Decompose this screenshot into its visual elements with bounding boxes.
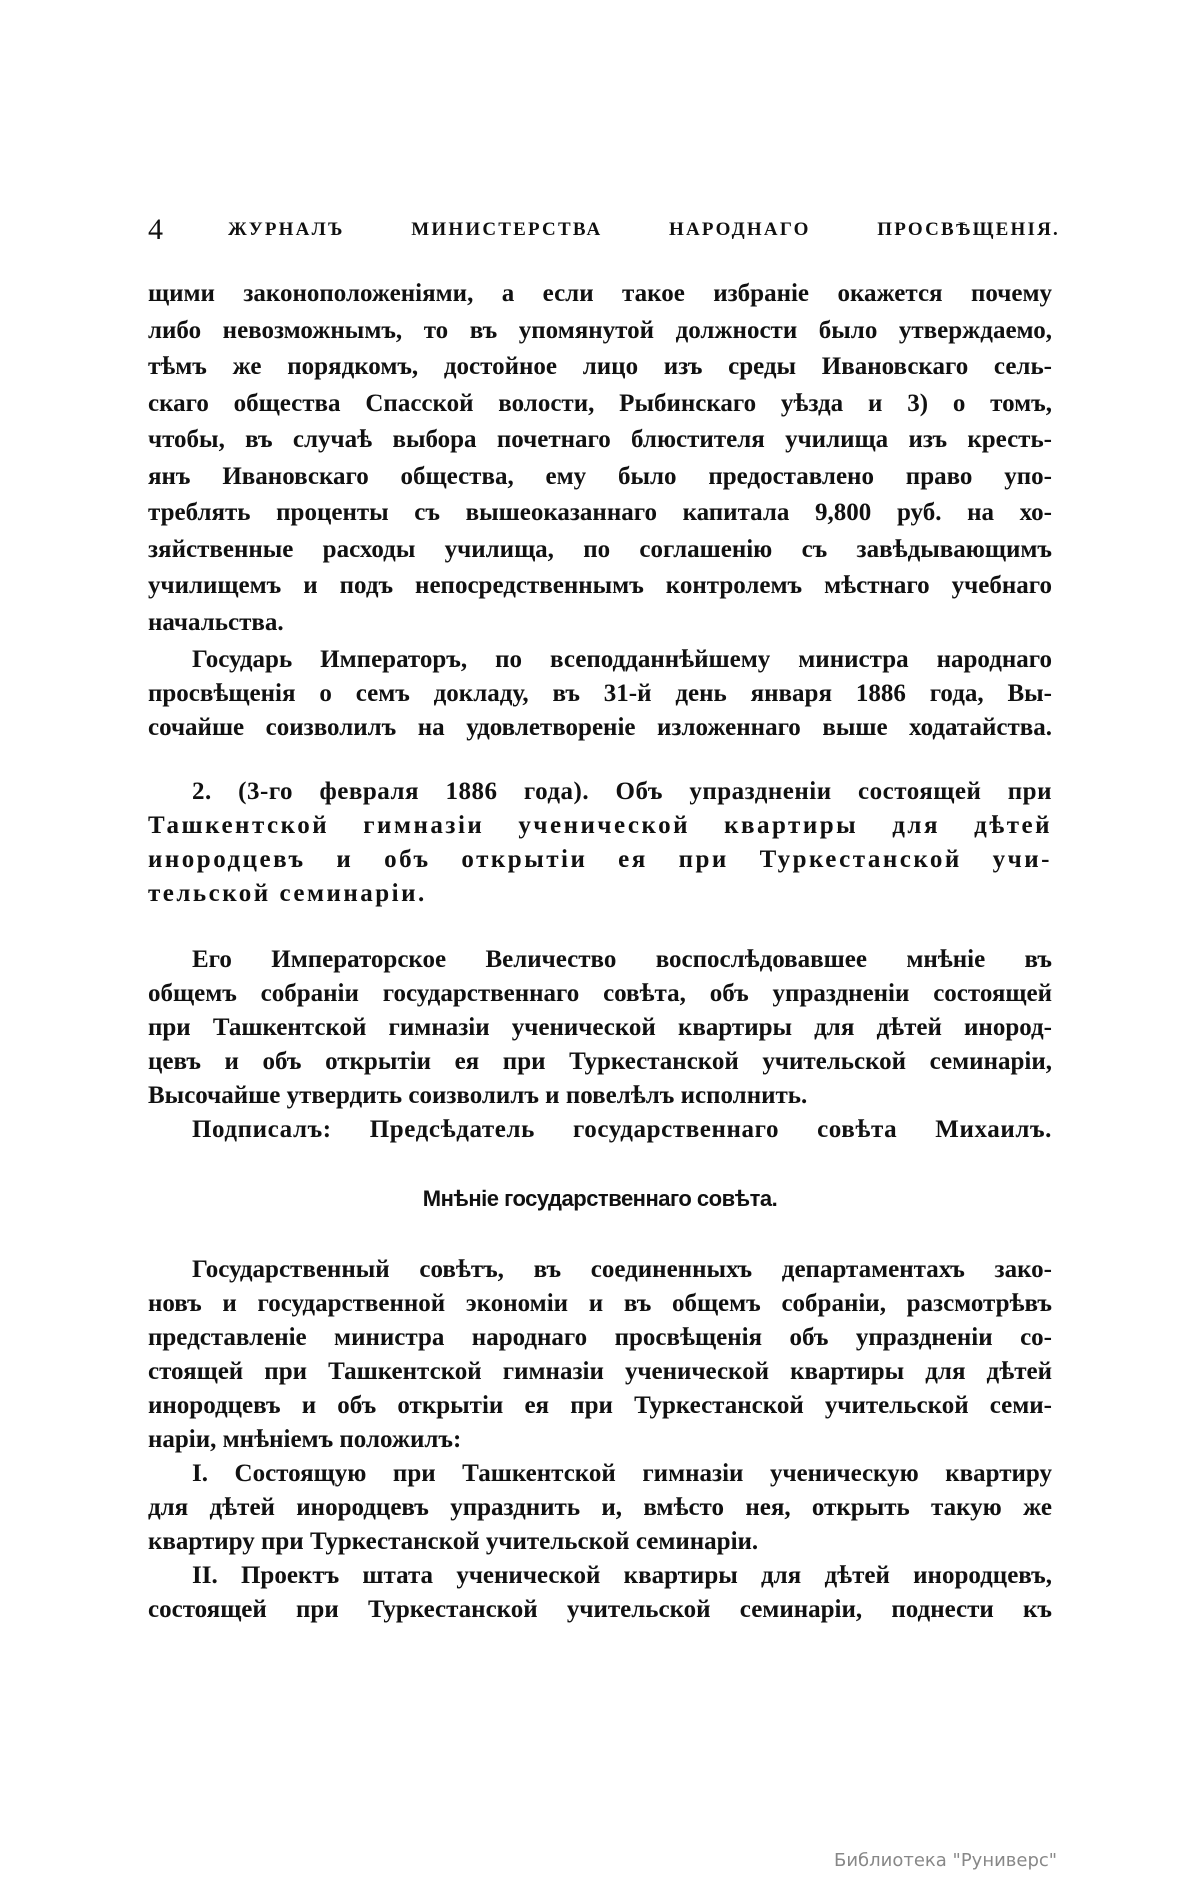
section-2-title [148,775,1052,911]
text-line: щими законоположеніями, а если такое избраніе окажется почему [148,280,1052,307]
text-line: инородцевъ и объ открытіи ея при Туркестанской учительской семи- [148,1392,1052,1419]
library-watermark: Библиотека "Руниверс" [834,1850,1058,1871]
text-line: состоящей при Туркестанской учительской семинаріи, поднести къ [148,1596,1052,1623]
text-line: для дѣтей инородцевъ упразднить и, вмѣсто нея, открыть такую же [148,1494,1052,1521]
text-line: 2. (3-го февраля 1886 года). Объ упраздненіи состоящей при [192,778,1052,805]
text-line: чтобы, въ случаѣ выбора почетнаго блюстителя училища изъ кресть- [148,426,1052,453]
text-line: при Ташкентской гимназіи ученической квартиры для дѣтей инород- [148,1014,1052,1041]
text-line: наріи, мнѣніемъ положилъ: [148,1426,462,1453]
text-line: тельской семинаріи. [148,880,427,907]
text-line: зяйственные расходы училища, по соглашенію съ завѣдывающимъ [148,535,1052,563]
text-line: Государственный совѣтъ, въ соединенныхъ департаментахъ зако- [192,1256,1052,1283]
text-line: цевъ и объ открытіи ея при Туркестанской учительской семинаріи, [148,1048,1052,1075]
text-line: II. Проектъ штата ученической квартиры для дѣтей инородцевъ, [192,1562,1052,1589]
paragraph-approval [148,943,1052,1147]
text-line: просвѣщенія о семъ докладу, въ 31-й день января 1886 года, Вы- [148,680,1052,707]
text-line: Высочайше утвердить соизволилъ и повелѣлъ исполнить. [148,1082,808,1109]
text-line: тѣмъ же порядкомъ, достойное лицо изъ среды Ивановскаго сель- [148,353,1052,380]
text-line: квартиру при Туркестанской учительской семинаріи. [148,1528,759,1555]
running-title: ЖУРНАЛЪ МИНИСТЕРСТВА НАРОДНАГО ПРОСВѢЩЕНІЯ. [228,219,1060,240]
text-line: Государь Императоръ, по всеподданнѣйшему министра народнаго [192,646,1052,673]
text-line: представленіе министра народнаго просвѣщенія объ упраздненіи со- [148,1324,1052,1351]
paragraph-imperial-consent [148,643,1052,745]
text-line: начальства. [148,608,284,636]
text-line: скаго общества Спасской волости, Рыбинскаго уѣзда и 3) о томъ, [148,389,1052,417]
paragraph-council-opinion [148,1253,1052,1627]
text-line: треблять проценты съ вышеоказаннаго капитала 9,800 руб. на хо- [148,499,1052,526]
text-line: сочайше соизволилъ на удовлетвореніе изложеннаго выше ходатайства. [148,714,1052,741]
text-line: Ташкентской гимназіи ученической квартиры для дѣтей [148,812,1052,839]
text-line: училищемъ и подъ непосредственнымъ контролемъ мѣстнаго учебнаго [148,572,1052,599]
text-line: янъ Ивановскаго общества, ему было предоставлено право упо- [148,462,1052,490]
text-line: стоящей при Ташкентской гимназіи ученической квартиры для дѣтей [148,1358,1052,1385]
text-line: инородцевъ и объ открытіи ея при Туркестанской учи- [148,846,1052,873]
running-header [148,213,1060,246]
paragraph-continuation [148,276,1052,641]
section-heading: Мнѣніе государственнаго совѣта. [422,1186,778,1211]
text-line: Его Императорское Величество воспослѣдовавшее мнѣніе въ [192,946,1052,973]
page-number: 4 [148,213,163,246]
text-line: I. Состоящую при Ташкентской гимназіи ученическую квартиру [192,1460,1052,1487]
text-line: новъ и государственной экономіи и въ общемъ собраніи, разсмотрѣвъ [148,1290,1052,1317]
signature-line: Подписалъ: Предсѣдатель государственнаго совѣта Михаилъ. [192,1116,1052,1143]
text-line: общемъ собраніи государственнаго совѣта, объ упраздненіи состоящей [148,980,1052,1007]
text-line: либо невозможнымъ, то въ упомянутой должности было утверждаемо, [148,316,1052,344]
